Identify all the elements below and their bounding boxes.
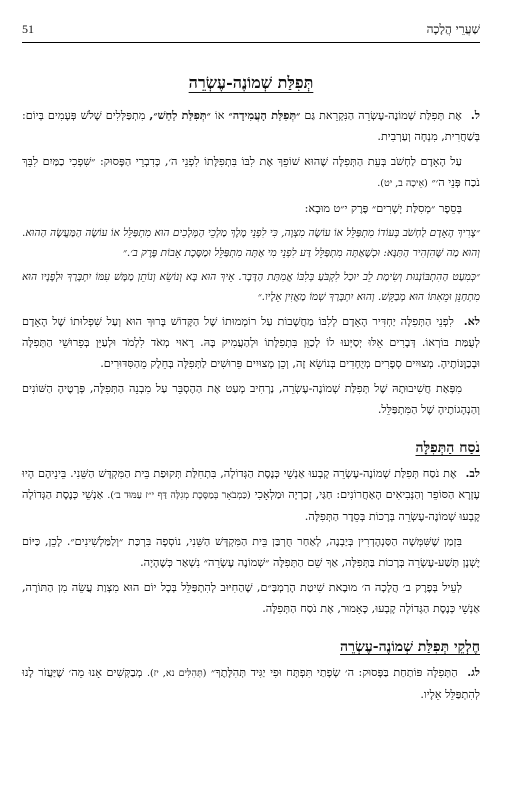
paragraph-text: אַנְשֵׁי כְּנֶסֶת הַגְּדוֹלָה קָבְעוּ שְׁמוֹנֶה-עֶשְׂרֵה בְּרָכוֹת בְּסֵדֶר הַתְּפִלָּה. bbox=[22, 488, 480, 523]
paragraph-text: מְבַקְּשִׁים אָנוּ מֵה׳ שֶׁיַּעֲזֹר לָנוּ לְהִתְפַּלֵּל אֵלָיו. bbox=[22, 666, 480, 701]
emphasis-text: ״תְּפִלַּת לַחַשׁ״, bbox=[149, 108, 211, 122]
chapter-title: תְּפִלַּת שְׁמוֹנֶה-עֶשְׂרֵה bbox=[188, 73, 314, 92]
paragraph-text: עַל הָאָדָם לַחְשֹׁב בְּעֵת הַתְּפִלָּה שֶׁהוּא שׁוֹפֵךְ אֶת לִבּוֹ בִּתְפִלָּתוֹ לִפְנֵי ה׳, כְּדִבְרֵי הַפָּסוּק: ״שִׁפְכִי כַמַּיִם לִבֵּךְ נֹכַח פְּנֵי ה׳״ bbox=[22, 155, 480, 189]
paragraph-32 bbox=[22, 463, 480, 527]
source-reference: (תְּהִלִּים נא, יז). bbox=[146, 668, 207, 679]
section-title-prayer-text: נֹסַח הַתְּפִלָּה bbox=[415, 440, 480, 456]
paragraph-32-continued: בִּזְמַן שֶׁשִּׁמְּשָׁה הַסַּנְהֶדְרִין בְּיַבְנֶה, לְאַחַר חֻרְבַּן בֵּית הַמִּקְדָּשׁ הַשֵּׁנִי, נוֹסְפָה בִּרְכַּת ״וְלַמַּלְשִׁינִים״. לָכֵן, כַּיּוֹם יֶשְׁנָן תְּשַׁע-עֶשְׂרֵה בְּרָכוֹת בַּתְּפִלָּה, אַךְ שֵׁם הַתְּפִלָּה ״שְׁמוֹנֶה עֶשְׂרֵה״ נִשְׁאַר כְּשֶׁהָיָה. bbox=[22, 535, 480, 569]
paragraph-text: הַתְּפִלָּה פּוֹתַחַת בַּפָּסוּק: ה׳ שְׂפָתַי תִּפְתָּח וּפִי יַגִּיד תְּהִלָּתֶךָ״ bbox=[211, 666, 458, 679]
paragraph-text: אֶת נֹסַח תְּפִלַּת שְׁמוֹנֶה-עֶשְׂרֵה קָבְעוּ אַנְשֵׁי כְּנֶסֶת הַגְּדוֹלָה, בִּתְחִלַּת תְּקוּפַת בֵּית הַמִּקְדָּשׁ הַשֵּׁנִי. בֵּינֵיהֶם הָיוּ עֶזְרָא הַסּוֹפֵר וְהַנְּבִיאִים הָאַחֲרוֹנִים: חַגַּי, זְכַרְיָה וּמַלְאָכִי bbox=[22, 467, 480, 501]
paragraph-31-continued: מִפְּאַת חֲשִׁיבוּתָהּ שֶׁל תְּפִלַּת שְׁמוֹנֶה-עֶשְׂרֵה, נַרְחִיב מְעַט אֶת הַהֶסְבֵּר עַל מִבְנֵה הַתְּפִלָּה, פְּרָטֶיהָ הַשּׁוֹנִים וְהַנְהָגוֹתֶיהָ שֶׁל הַמִּתְפַּלֵּל. bbox=[22, 382, 480, 416]
paragraph-text: אוֹ bbox=[214, 109, 225, 122]
paragraph-30 bbox=[22, 105, 480, 147]
header-rule bbox=[22, 42, 480, 43]
paragraph-number: לג. bbox=[467, 665, 481, 679]
header-title: שַׁעֲרֵי הֲלָכָה bbox=[426, 22, 480, 36]
paragraph-30-continued bbox=[22, 151, 480, 194]
running-header bbox=[22, 22, 480, 37]
section-title-prayer-parts: חֶלְקֵי תְּפִלַּת שְׁמוֹנֶה-עֶשְׂרֵה bbox=[340, 639, 480, 655]
paragraph-33 bbox=[22, 662, 480, 705]
emphasis-text: ״תְּפִלַּת הָעֲמִידָה״ bbox=[228, 108, 301, 122]
paragraph-31 bbox=[22, 311, 480, 374]
source-reference: (אֵיכָה ב, יט). bbox=[377, 178, 428, 189]
page-number: 51 bbox=[22, 22, 34, 36]
paragraph-text: לִפְנֵי הַתְּפִלָּה יַחְדִּיר הָאָדָם לְלִבּוֹ מַחֲשָׁבוֹת עַל רוֹמְמוּתוֹ שֶׁל הַקָּדוֹשׁ בָּרוּךְ הוּא וְעַל שִׁפְלוּתוֹ שֶׁל הָאָדָם לְעֻמַּת בּוֹרְאוֹ. דְּבָרִים אֵלּוּ יְסַיְּעוּ לוֹ לְכַוֵּן בִּתְפִלָּתוֹ וּלְהַעֲמִיק בָּהּ. רָאוּי מְאֹד לִלְמֹד וּלְעַיֵּן בְּפֵרוּשֵׁי הַתְּפִלָּה וּבְכַוָּנוֹתֶיהָ. מְצוּיִים סְפָרִים מְיֻחָדִים בְּנוֹשֵׂא זֶה, וְכֵן מְצוּיִים פֵּרוּשִׁים לַתְּפִלָּה בְּחֵלֶק מֵהַסִּדּוּרִים. bbox=[22, 315, 480, 370]
quotation-1: ״צָרִיךְ הָאָדָם לַחְשֹׁב בְּעוֹדוֹ מִתְפַּלֵּל אוֹ עוֹשֶׂה מִצְוָה, כִּי לִפְנֵי מֶלֶךְ מַלְכֵי הַמְּלָכִים הוּא מִתְפַּלֵּל אוֹ עוֹשֶׂה הַמַּעֲשֶׂה הַהוּא. וְהוּא מַה שֶּׁהִזְהִיר הַתַּנָּא: וּכְשֶׁאַתָּה מִתְפַּלֵּל דַּע לִפְנֵי מִי אַתָּה מִתְפַּלֵּל וּמַסֶּכֶת אָבוֹת פֶּרֶק ב׳.״ bbox=[22, 227, 480, 259]
paragraph-number: לא. bbox=[463, 314, 480, 328]
source-reference: (כַּמְבֹאָר בְּמַסֶּכֶת מְגִלָּה דַּף י״ז עַמּוּד ב׳). bbox=[107, 490, 251, 501]
paragraph-32-continued-2: לְעֵיל בְּפֶרֶק ב׳ הֲלָכָה ה׳ מוּבֶאת שִׁיטַת הָרַמְבַּ״ם, שֶׁהַחִיּוּב לְהִתְפַּלֵּל בְּכָל יוֹם הוּא מִצְוַת עֲשֵׂה מִן הַתּוֹרָה, אַנְשֵׁי כְּנֶסֶת הַגְּדוֹלָה קָבְעוּ, כָּאָמוּר, אֶת נֹסַח הַתְּפִלָּה. bbox=[22, 581, 480, 615]
quotation-2: ״כְּמִעַט הַהִתְבּוֹנְנוּת וְשִׂימַת לֵב יוּכַל לִקְבֹּעַ בְּלִבּוֹ אֲמִתַּת הַדָּבָר. אֵיךְ הוּא בָּא וְנוֹשֵׂא וְנוֹתֵן מַמָּשׁ עִמּוֹ יִתְבָּרַךְ וּלְפָנָיו הוּא מִתְחַנֵּן וּמֵאִתּוֹ הוּא מְבַקֵּשׁ. וְהוּא יִתְבָּרַךְ שְׁמוֹ מַאֲזִין אֵלָיו.״ bbox=[22, 271, 480, 303]
paragraph-text: מִתְפַּלְּלִים שָׁלֹשׁ פְּעָמִים בְּיוֹם: בְּשַׁחֲרִית, מִנְחָה וְעַרְבִית. bbox=[22, 109, 480, 143]
paragraph-number: לב. bbox=[465, 466, 480, 480]
paragraph-30-source-intro: בְּסֵפֶר ״מְסִלַּת יְשָׁרִים״ פֶּרֶק י״ט מוּבָא: bbox=[304, 202, 462, 215]
paragraph-number: ל. bbox=[470, 108, 481, 122]
paragraph-text: אֶת תְּפִלַּת שְׁמוֹנֶה-עֶשְׂרֵה הַנִּקְרֵאת גַּם bbox=[304, 109, 462, 122]
